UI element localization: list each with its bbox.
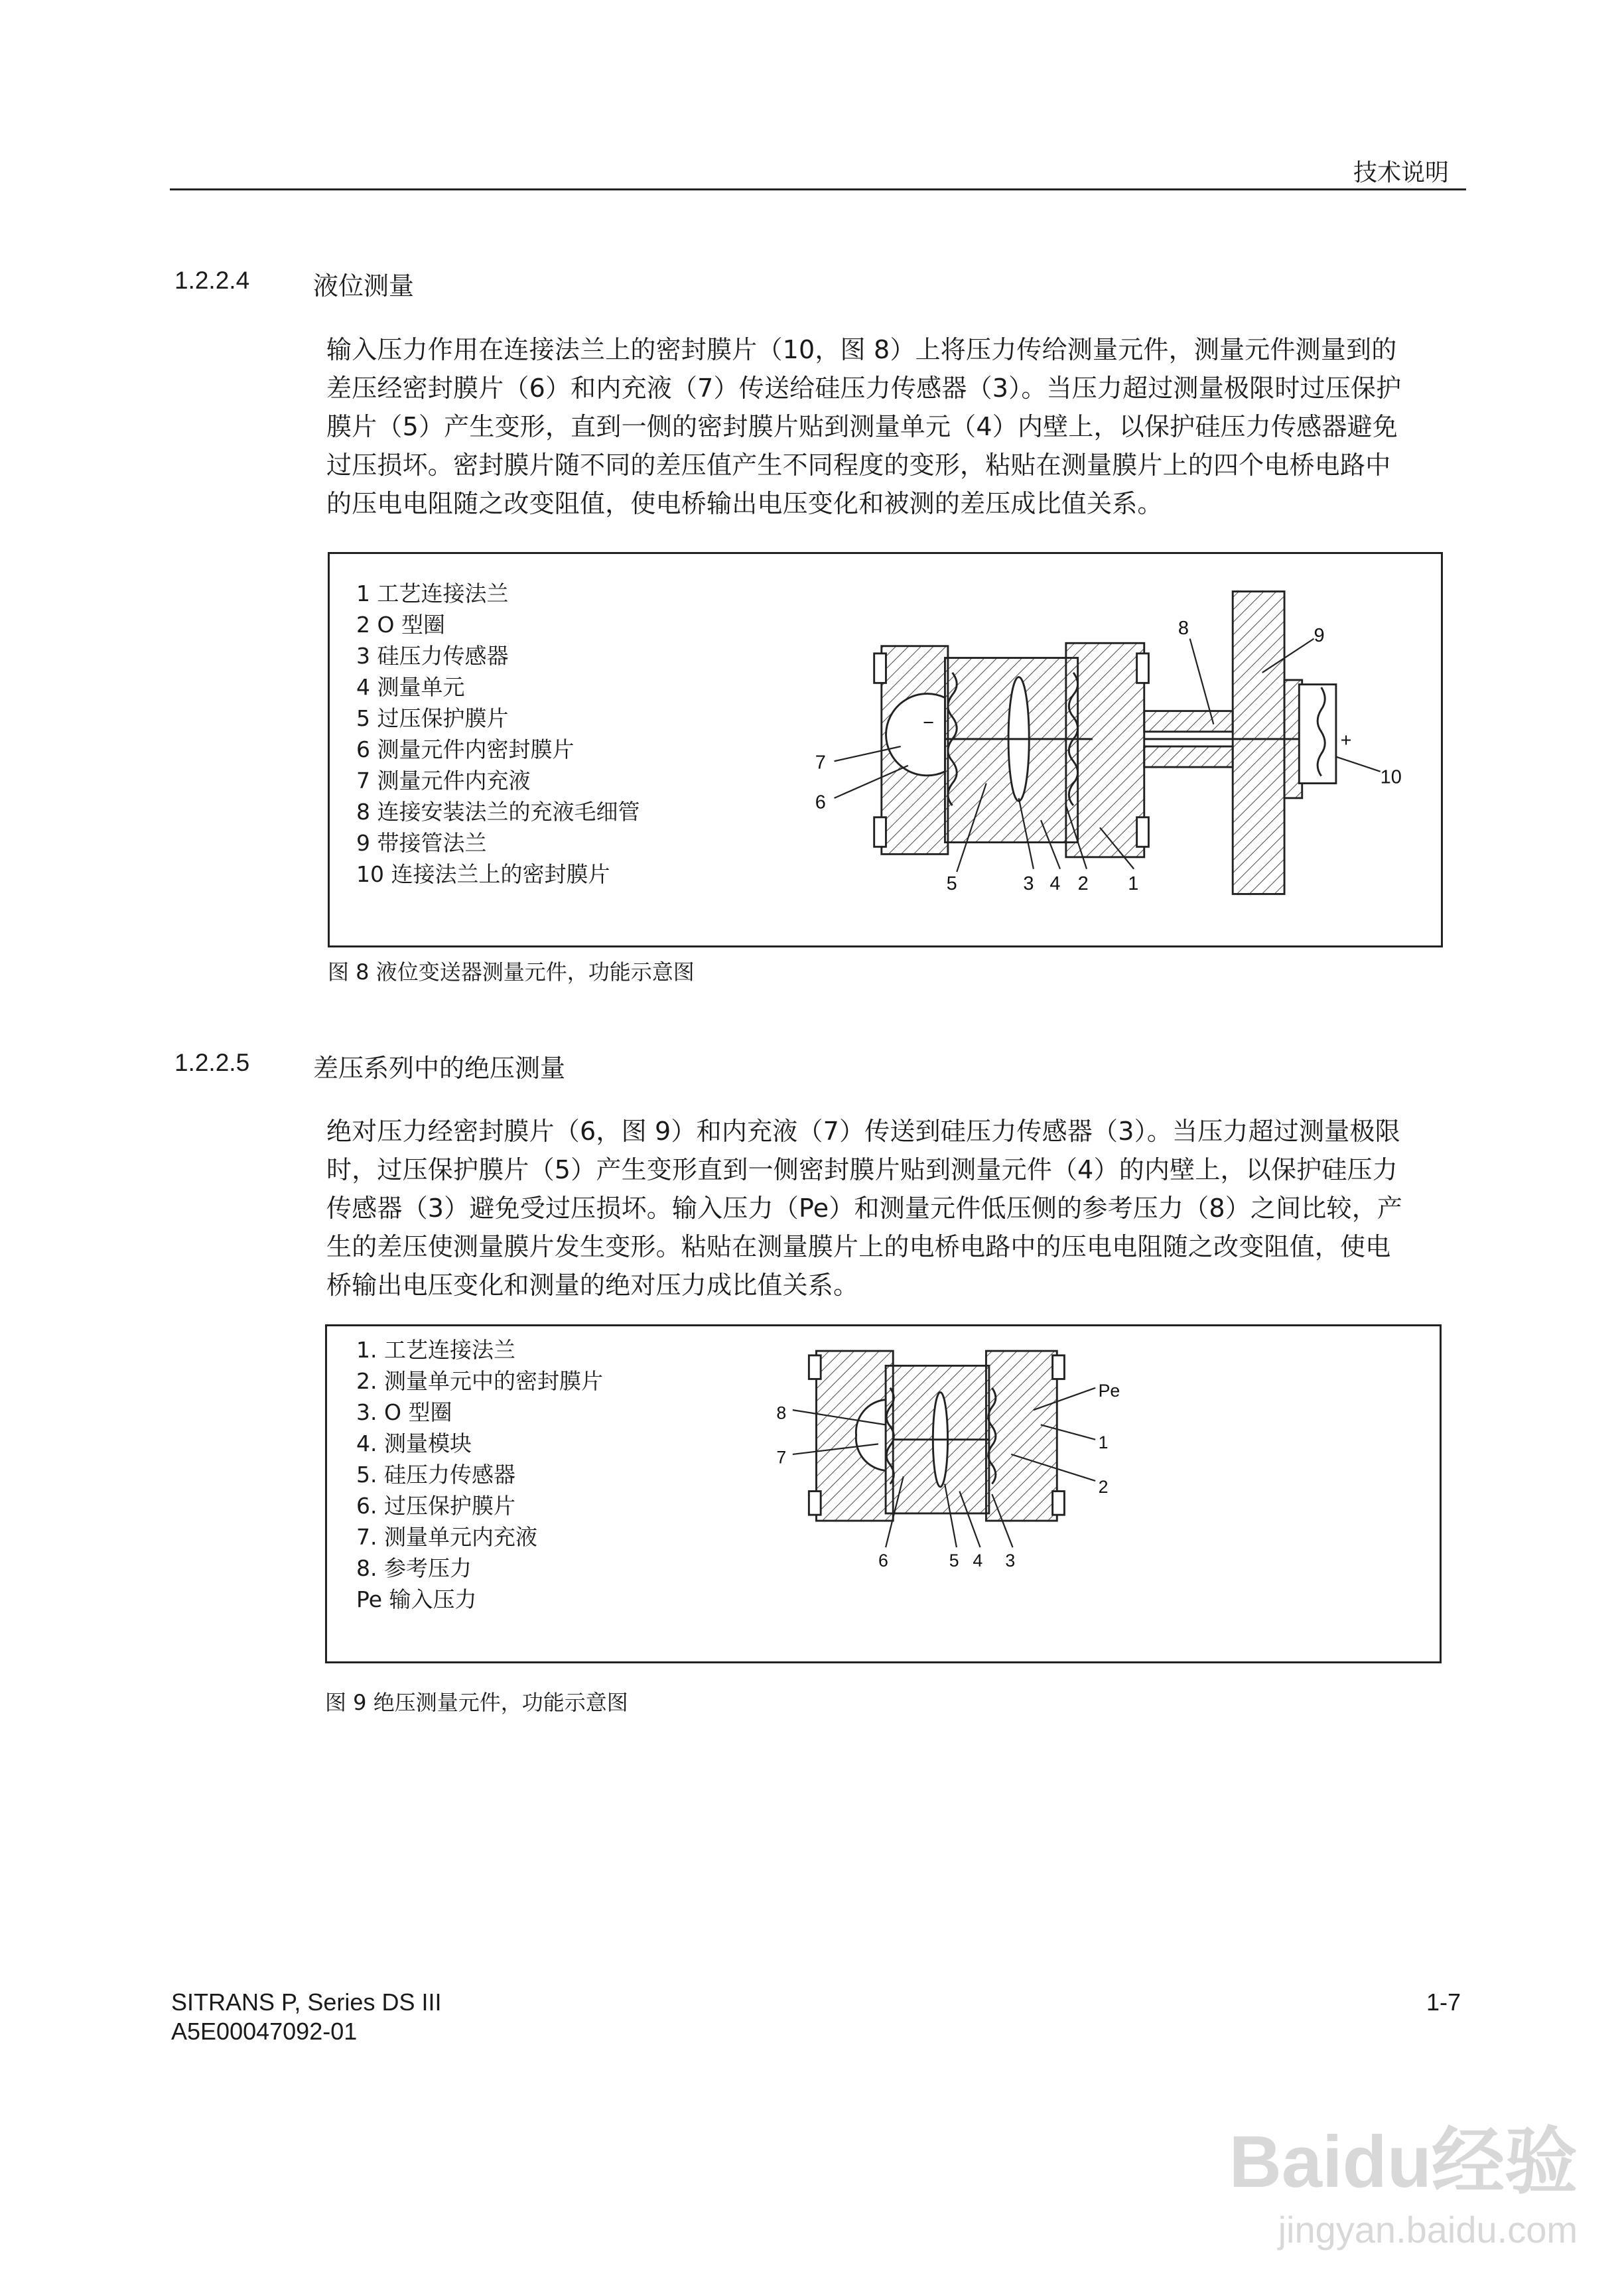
figure-8-diagram	[797, 584, 1402, 909]
callout-label: 5	[946, 872, 957, 894]
callout-label: 8	[776, 1403, 787, 1423]
paragraph-line: 的压电电阻随之改变阻值，使电桥输出电压变化和被测的差压成比值关系。	[326, 489, 1163, 518]
section-paragraph	[326, 1112, 1467, 1304]
figure-legend	[356, 1334, 603, 1615]
legend-item: 9 带接管法兰	[356, 830, 487, 856]
paragraph-line: 绝对压力经密封膜片（6，图 9）和内充液（7）传送到硅压力传感器（3）。当压力超过测量极限	[326, 1117, 1400, 1146]
header-rule	[170, 188, 1466, 190]
paragraph-line: 差压经密封膜片（6）和内充液（7）传送给硅压力传感器（3）。当压力超过测量极限时过压保护	[326, 374, 1402, 403]
footer-doc-number: A5E00047092-01	[171, 2018, 358, 2045]
callout-label: 4	[973, 1551, 983, 1571]
callout-label: 1	[1098, 1432, 1109, 1453]
pipe-flange	[1233, 591, 1284, 894]
section-number: 1.2.2.5	[174, 1049, 250, 1076]
right-flange	[1066, 643, 1144, 857]
right-flange	[986, 1351, 1057, 1521]
plus-sign: +	[1340, 730, 1352, 751]
legend-item: 2. 测量单元中的密封膜片	[356, 1368, 603, 1394]
legend-item: 7 测量元件内充液	[356, 768, 531, 794]
callout-label: 4	[1049, 872, 1061, 894]
section-title: 差压系列中的绝压测量	[313, 1054, 566, 1083]
section-paragraph	[326, 330, 1467, 523]
callout-label: 6	[815, 792, 826, 813]
legend-item: 4. 测量模块	[356, 1430, 472, 1456]
legend-item: 10 连接法兰上的密封膜片	[356, 861, 610, 887]
paragraph-line: 膜片（5）产生变形，直到一侧的密封膜片贴到测量单元（4）内壁上，以保护硅压力传感器避免	[326, 412, 1398, 441]
callout-label: 10	[1380, 766, 1402, 788]
figure-caption: 图 9 绝压测量元件，功能示意图	[325, 1690, 628, 1715]
footer-page-number: 1-7	[1426, 1988, 1461, 2016]
callout-label: 8	[1178, 617, 1189, 639]
footer-product: SITRANS P, Series DS III	[171, 1988, 442, 2016]
callout-label: 9	[1314, 625, 1325, 647]
legend-item: 5 过压保护膜片	[356, 705, 509, 731]
callout-label: 2	[1098, 1476, 1109, 1497]
legend-item: 8. 参考压力	[356, 1555, 472, 1581]
legend-item: 5. 硅压力传感器	[356, 1462, 515, 1488]
callout-label: 7	[776, 1447, 787, 1468]
section-title: 液位测量	[313, 271, 415, 301]
callout-label: 2	[1077, 872, 1089, 894]
callout-label: 5	[949, 1551, 959, 1571]
callout-label: Pe	[1098, 1381, 1120, 1401]
paragraph-line: 过压损坏。密封膜片随不同的差压值产生不同程度的变形，粘贴在测量膜片上的四个电桥电路中	[326, 451, 1391, 480]
callout-label: 3	[1005, 1551, 1016, 1571]
paragraph-line: 生的差压使测量膜片发生变形。粘贴在测量膜片上的电桥电路中的压电电阻随之改变阻值，使电	[326, 1232, 1391, 1261]
figure-9-diagram	[768, 1344, 1166, 1586]
legend-item: 3 硅压力传感器	[356, 643, 509, 669]
callout-label: 6	[878, 1551, 888, 1571]
baidu-watermark	[1229, 2103, 1578, 2251]
callout-label: 1	[1128, 872, 1139, 894]
paragraph-line: 桥输出电压变化和测量的绝对压力成比值关系。	[326, 1271, 859, 1300]
callout-label: 3	[1023, 872, 1034, 894]
legend-item: 3. O 型圈	[356, 1399, 452, 1425]
legend-item: 6. 过压保护膜片	[356, 1493, 515, 1519]
paragraph-line: 输入压力作用在连接法兰上的密封膜片（10，图 8）上将压力传给测量元件，测量元件测量到的	[326, 335, 1397, 364]
legend-item: 7. 测量单元内充液	[356, 1524, 537, 1550]
figure-legend	[356, 578, 640, 890]
section-number: 1.2.2.4	[174, 267, 250, 294]
figure-caption: 图 8 液位变送器测量元件，功能示意图	[328, 959, 695, 985]
header-title: 技术说明	[1353, 159, 1450, 186]
paragraph-line: 传感器（3）避免受过压损坏。输入压力（Pe）和测量元件低压侧的参考压力（8）之间比较，产	[326, 1194, 1403, 1223]
watermark-url: jingyan.baidu.com	[1278, 2209, 1578, 2251]
minus-sign: −	[923, 712, 934, 734]
legend-item: 6 测量元件内密封膜片	[356, 736, 575, 762]
legend-item: Pe 输入压力	[356, 1586, 477, 1612]
paragraph-line: 时，过压保护膜片（5）产生变形直到一侧密封膜片贴到测量元件（4）的内壁上，以保护硅压力	[326, 1155, 1398, 1184]
legend-item: 1 工艺连接法兰	[356, 581, 509, 606]
legend-item: 8 连接安装法兰的充液毛细管	[356, 799, 640, 825]
watermark-logo: Baidu经验	[1229, 2121, 1578, 2203]
callout-label: 7	[815, 752, 826, 774]
legend-item: 1. 工艺连接法兰	[356, 1337, 515, 1363]
legend-item: 4 测量单元	[356, 674, 465, 700]
legend-item: 2 O 型圈	[356, 612, 445, 638]
